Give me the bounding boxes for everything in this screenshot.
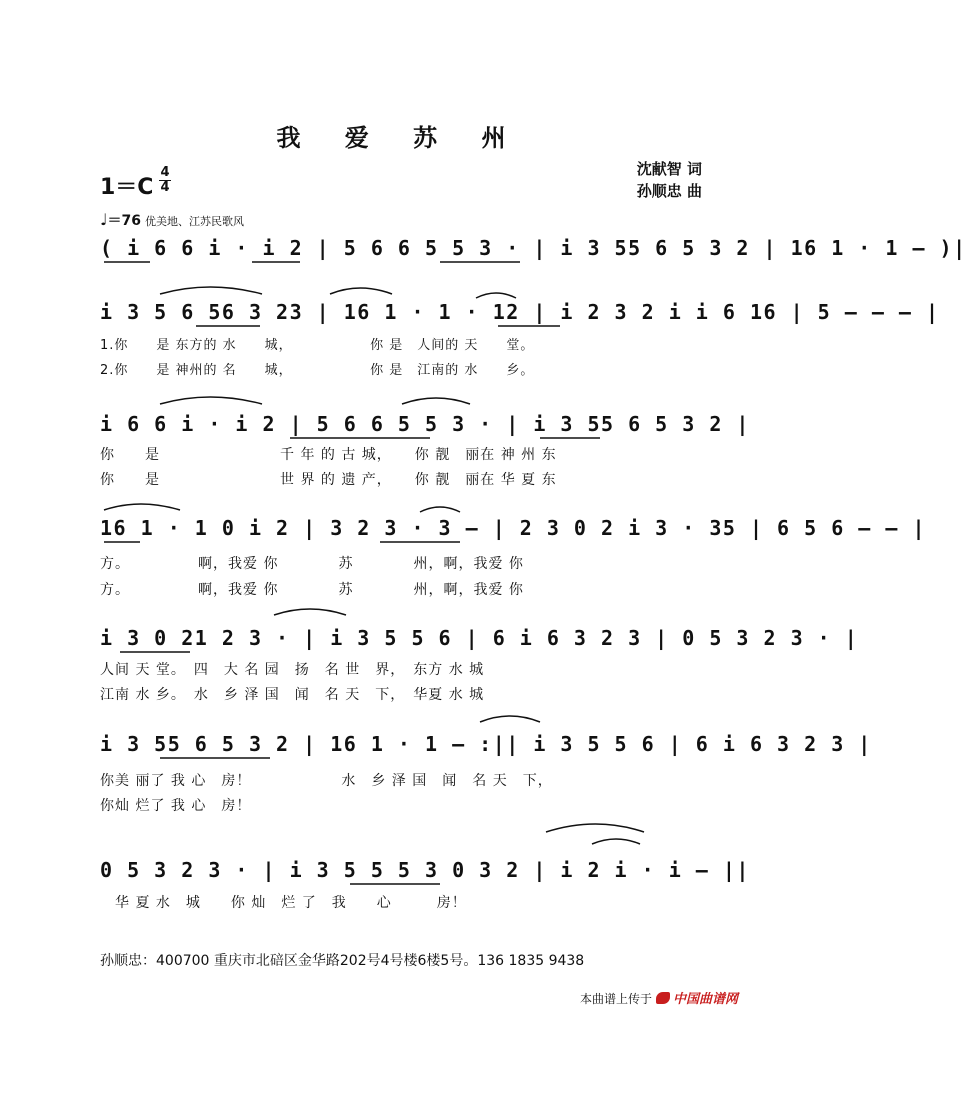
- staff-line-7: 0 5 3 2 3 · | i 3 5 5 5 3 0 3 2 | i 2 i · i – ||: [100, 858, 750, 882]
- performance-style: 优美地、江苏民歌风: [145, 215, 245, 228]
- staff-line-3: i 6 6 i · i 2 | 5 6 6 5 5 3 · | i 3 55 6 5 3 2 |: [100, 412, 750, 436]
- lyric-line-2-verse-1: 1.你 是 东方的 水 城， 你 是 人间的 天 堂。: [100, 338, 535, 353]
- lyric-line-3-verse-2: 你 是 世 界 的 遗 产， 你 靓 丽在 华 夏 东: [100, 472, 557, 488]
- staff-line-6: i 3 55 6 5 3 2 | 16 1 · 1 – :|| i 3 5 5 6 | 6 i 6 3 2 3 |: [100, 732, 872, 756]
- time-signature-top: 4: [160, 165, 170, 180]
- slur-mark: [104, 504, 180, 510]
- slur-mark: [402, 398, 470, 404]
- lyric-line-7: 华 夏 水 城 你 灿 烂 了 我 心 房！: [100, 895, 467, 911]
- slur-mark: [420, 507, 460, 512]
- quarter-note-icon: ♩: [100, 210, 108, 229]
- lyricist-credit: 沈献智 词: [636, 160, 702, 178]
- upload-note: 本曲谱上传于: [579, 992, 652, 1006]
- slur-mark: [546, 824, 644, 832]
- slur-mark: [480, 716, 540, 722]
- lyric-line-5-verse-1: 人间 天 堂。 四 大 名 园 扬 名 世 界， 东方 水 城: [100, 662, 485, 678]
- staff-line-2: i 3 5 6 56 3 23 | 16 1 · 1 · 12 | i 2 3 2 i i 6 16 | 5 – – – |: [100, 300, 940, 324]
- staff-line-4: 16 1 · 1 0 i 2 | 3 2 3 · 3 – | 2 3 0 2 i 3 · 35 | 6 5 6 – – |: [100, 516, 927, 540]
- tempo-value: ＝76: [107, 213, 142, 229]
- slur-mark: [330, 288, 392, 294]
- time-signature-bottom: 4: [160, 180, 170, 195]
- slur-mark: [160, 397, 262, 404]
- upload-footer: [580, 988, 738, 1007]
- lyric-line-4-verse-2: 方。 啊，我爱 你 苏 州，啊，我爱 你: [100, 582, 524, 598]
- lyric-line-6-verse-1: 你美 丽了 我 心 房！ 水 乡 泽 国 闻 名 天 下，: [100, 773, 553, 789]
- lyric-line-2-verse-2: 2.你 是 神州的 名 城， 你 是 江南的 水 乡。: [100, 363, 535, 378]
- key-signature: 1＝C: [100, 175, 154, 200]
- site-logo-icon: [656, 992, 670, 1004]
- composer-credit: 孙顺忠 曲: [636, 182, 702, 200]
- lyric-line-5-verse-2: 江南 水 乡。 水 乡 泽 国 闻 名 天 下， 华夏 水 城: [100, 687, 485, 703]
- slur-mark: [592, 839, 640, 844]
- staff-line-1: ( i 6 6 i · i 2 | 5 6 6 5 5 3 · | i 3 55 6 5 3 2 | 16 1 · 1 – )|: [100, 236, 967, 260]
- site-name-link[interactable]: 中国曲谱网: [672, 992, 738, 1007]
- contact-info: 孙顺忠：400700 重庆市北碚区金华路202号4号楼6楼5号。136 1835 9438: [100, 953, 585, 969]
- song-title: 我 爱 苏 州: [276, 124, 524, 152]
- slur-mark: [476, 293, 516, 298]
- lyric-line-3-verse-1: 你 是 千 年 的 古 城， 你 靓 丽在 神 州 东: [100, 447, 557, 463]
- slur-mark: [160, 287, 262, 294]
- staff-line-5: i 3 0 21 2 3 · | i 3 5 5 6 | 6 i 6 3 2 3 | 0 5 3 2 3 · |: [100, 626, 859, 650]
- slur-mark: [274, 609, 346, 615]
- lyric-line-4-verse-1: 方。 啊，我爱 你 苏 州，啊，我爱 你: [100, 556, 524, 572]
- lyric-line-6-verse-2: 你灿 烂了 我 心 房！: [100, 798, 252, 814]
